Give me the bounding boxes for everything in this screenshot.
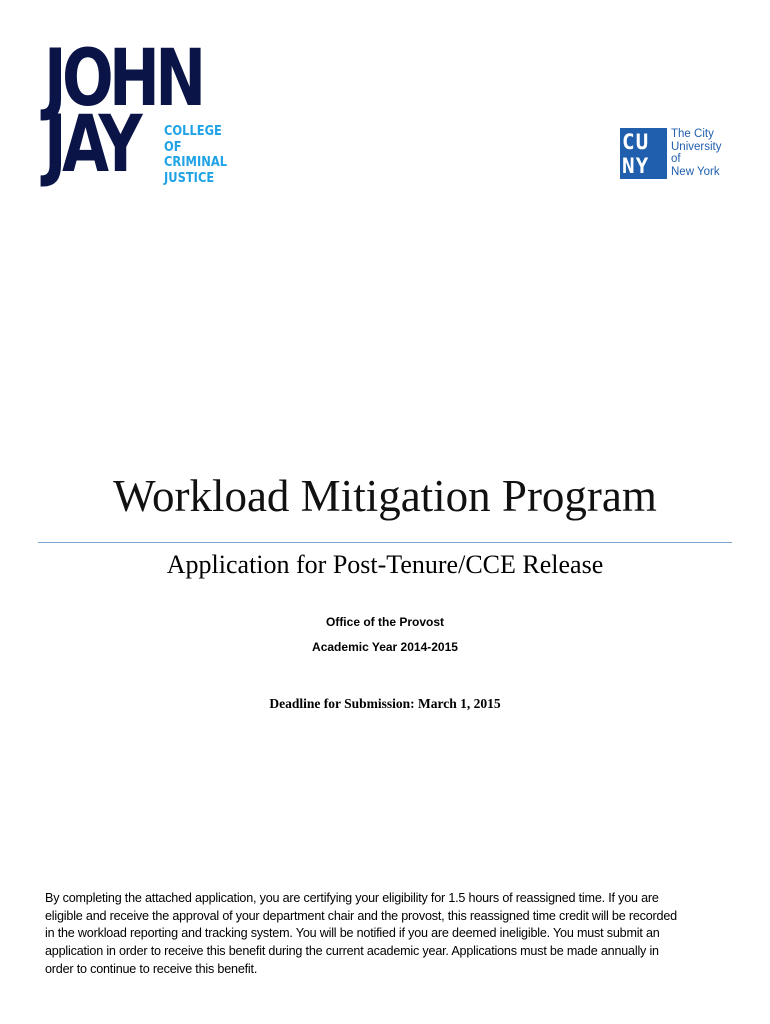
cuny-text-line: University [671,140,722,153]
logo-john: JOHN [44,34,202,124]
logo-jay: JAY [44,100,138,190]
document-subtitle: Application for Post-Tenure/CCE Release [166,550,604,579]
logo-sub-line: CRIMINAL [164,154,228,170]
document-title: Workload Mitigation Program [113,471,657,521]
title-divider [38,542,732,543]
cuny-mark-line: CU [622,130,650,154]
cuny-mark-line: NY [622,154,650,178]
paragraph-line: order to continue to receive this benefit. [45,961,258,976]
logo-sub-line: COLLEGE [164,123,222,139]
cuny-mark [620,128,667,179]
certification-paragraph [45,890,735,979]
logo-sub-line: JUSTICE [164,169,215,186]
paragraph-line: application in order to receive this benefit during the current academic year. Applications must be made annually in [45,944,659,959]
paragraph-line: eligible and receive the approval of your department chair and the provost, this reassigned time credit will be recorded [45,908,677,923]
cuny-text-line: New York [671,165,720,178]
paragraph-line: in the workload reporting and tracking system. You will be notified if you are deemed ineligible. You must submit an [45,926,660,941]
cuny-text-line: The City [671,128,714,140]
office-label: Office of the Provost [325,615,444,629]
logo-sub-line: OF [164,138,182,155]
john-jay-logo [44,34,234,190]
academic-year: Academic Year 2014-2015 [312,640,458,654]
submission-deadline: Deadline for Submission: March 1, 2015 [269,696,501,711]
cuny-logo [620,128,721,179]
paragraph-line: By completing the attached application, you are certifying your eligibility for 1.5 hours of reassigned time. If you are [45,891,659,905]
cuny-text [671,128,721,179]
logo-subtitle [164,124,227,186]
cuny-text-line: of [671,153,681,165]
